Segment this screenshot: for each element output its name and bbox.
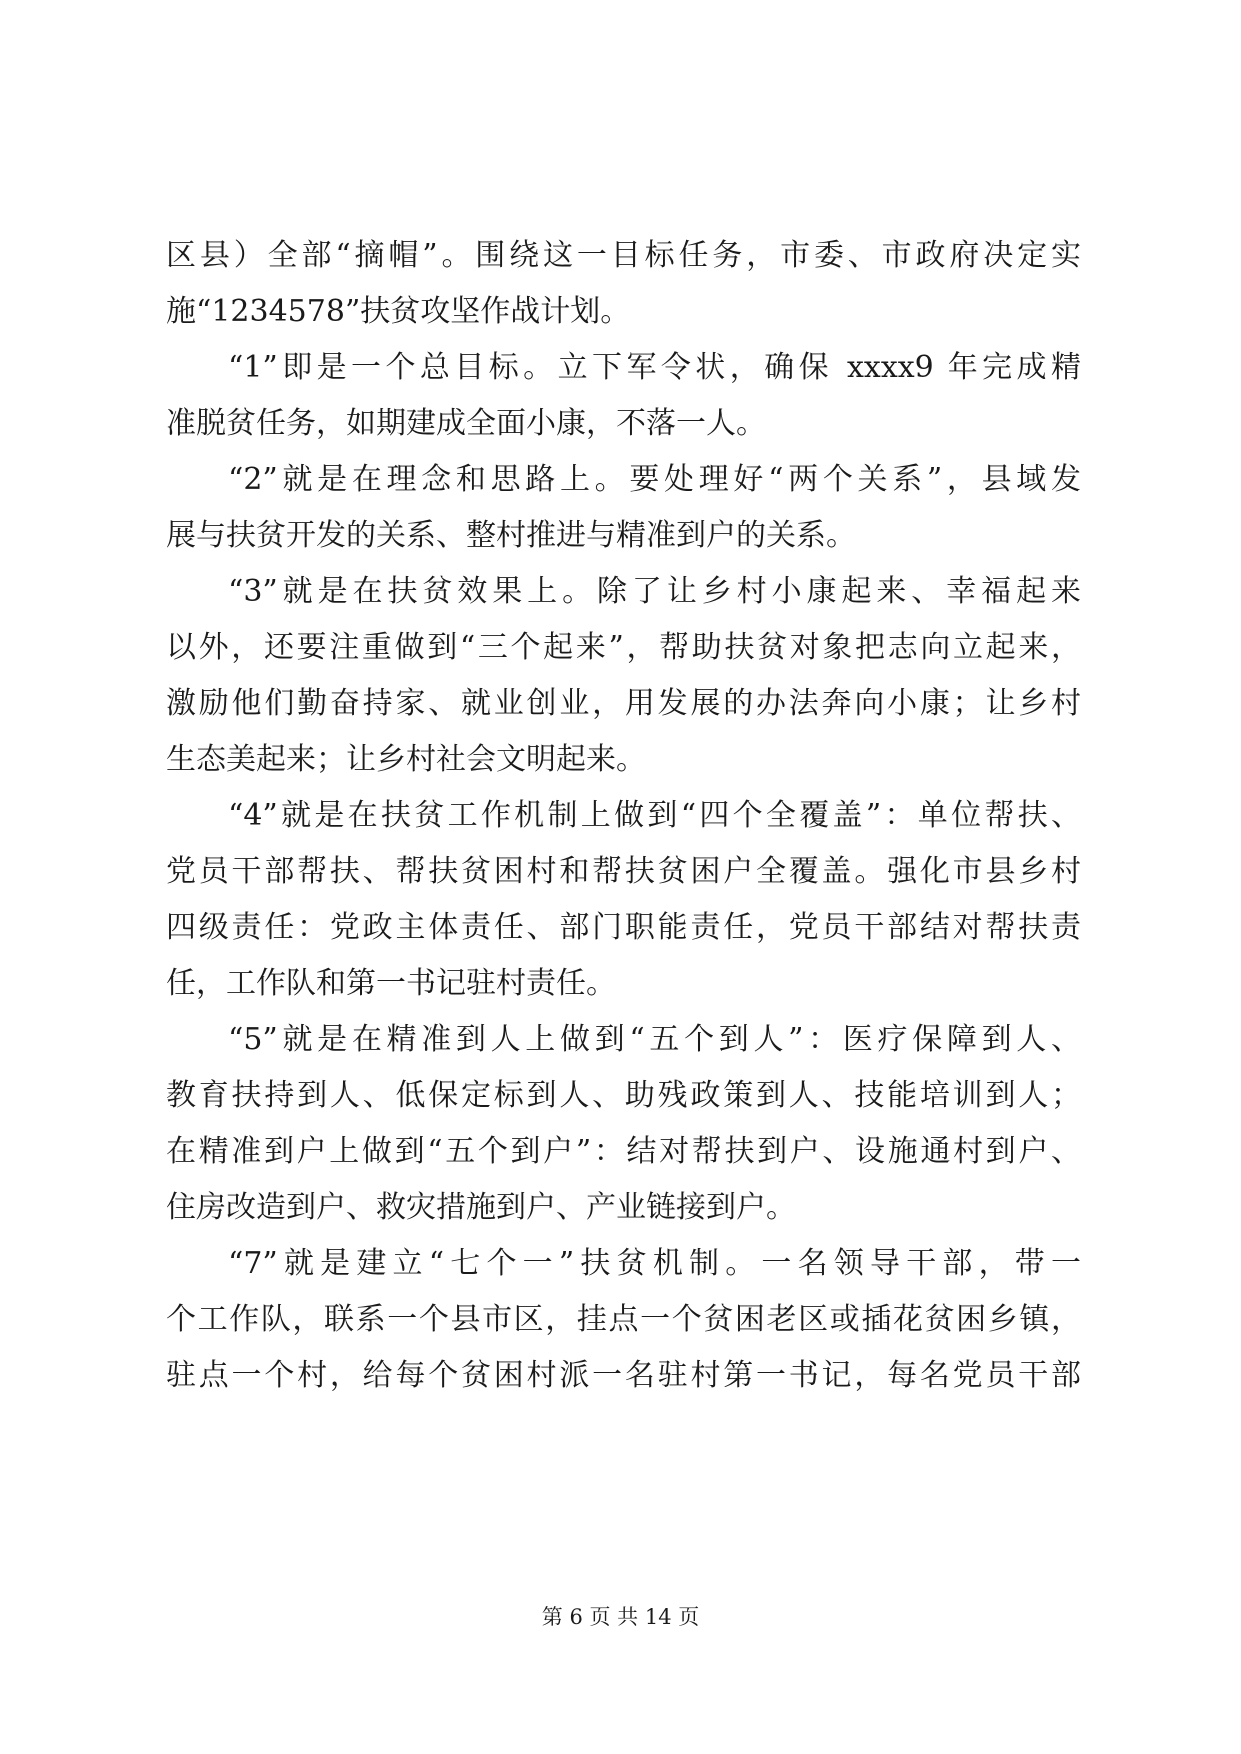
paragraph-first-line: “2”就是在理念和思路上。要处理好“两个关系”，县域发	[228, 462, 1081, 497]
text-line: 党员干部帮扶、帮扶贫困村和帮扶贫困户全覆盖。强化市县乡村	[166, 854, 1081, 889]
text-line: 住房改造到户、救灾措施到户、产业链接到户。	[166, 1190, 796, 1225]
text-line: 教育扶持到人、低保定标到人、助残政策到人、技能培训到人；	[166, 1078, 1081, 1113]
text-line: 生态美起来；让乡村社会文明起来。	[166, 742, 646, 777]
text-line: 在精准到户上做到“五个到户”：结对帮扶到户、设施通村到户、	[166, 1134, 1081, 1169]
paragraph-first-line: “7”就是建立“七个一”扶贫机制。一名领导干部，带一	[228, 1246, 1081, 1281]
paragraph-first-line: “5”就是在精准到人上做到“五个到人”：医疗保障到人、	[228, 1022, 1081, 1057]
text-line: 四级责任：党政主体责任、部门职能责任，党员干部结对帮扶责	[166, 910, 1081, 945]
text-line: 施“1234578”扶贫攻坚作战计划。	[166, 294, 631, 329]
text-line: 区县）全部“摘帽”。围绕这一目标任务，市委、市政府决定实	[166, 238, 1081, 273]
text-line: 个工作队，联系一个县市区，挂点一个贫困老区或插花贫困乡镇，	[166, 1302, 1081, 1337]
page-footer	[0, 1602, 1241, 1632]
paragraph-first-line: “1”即是一个总目标。立下军令状，确保 xxxx9 年完成精	[228, 350, 1081, 385]
text-line: 准脱贫任务，如期建成全面小康，不落一人。	[166, 406, 766, 441]
text-line: 驻点一个村，给每个贫困村派一名驻村第一书记，每名党员干部	[166, 1358, 1081, 1393]
paragraph-first-line: “3”就是在扶贫效果上。除了让乡村小康起来、幸福起来	[228, 574, 1081, 609]
page-number-label: 第 6 页 共 14 页	[541, 1605, 700, 1629]
paragraph-first-line: “4”就是在扶贫工作机制上做到“四个全覆盖”：单位帮扶、	[228, 798, 1081, 833]
text-line: 以外，还要注重做到“三个起来”，帮助扶贫对象把志向立起来，	[166, 630, 1081, 665]
text-line: 任，工作队和第一书记驻村责任。	[166, 966, 616, 1001]
text-line: 激励他们勤奋持家、就业创业，用发展的办法奔向小康；让乡村	[166, 686, 1081, 721]
text-line: 展与扶贫开发的关系、整村推进与精准到户的关系。	[166, 518, 856, 553]
document-body	[166, 228, 1081, 1404]
